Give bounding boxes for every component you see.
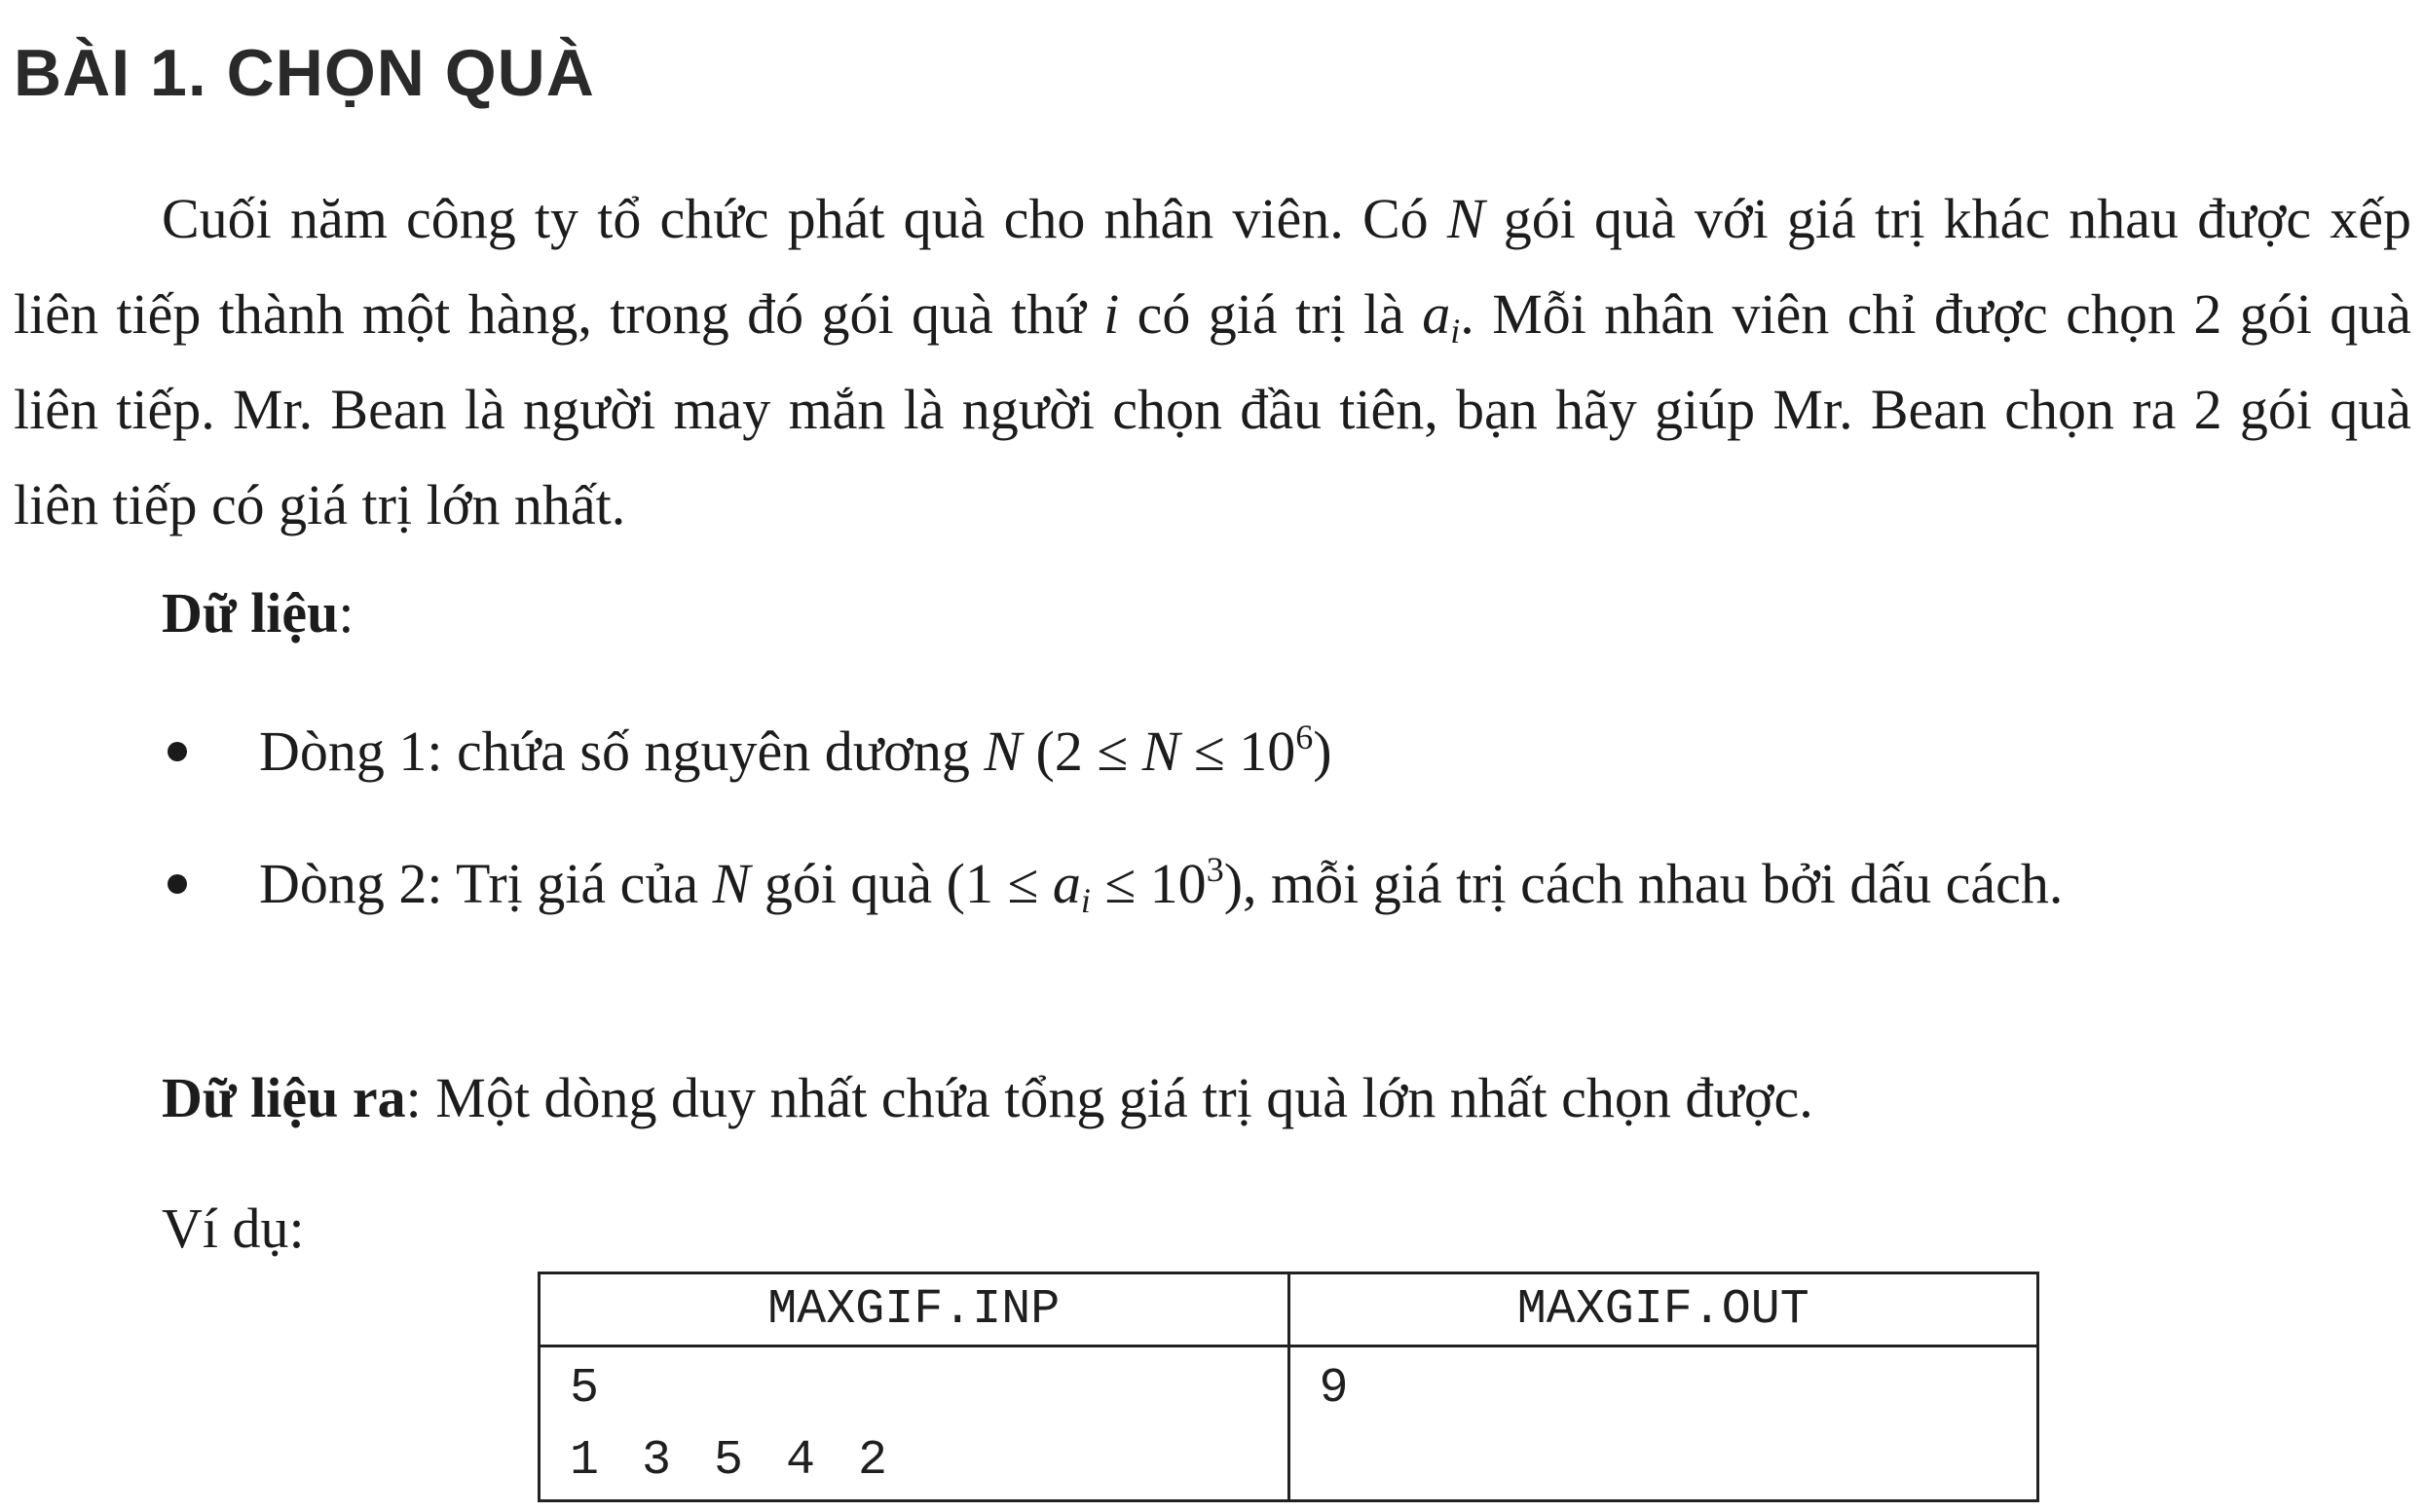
statement-text: gói quà với giá trị khác nhau được xếp liên tiếp thành một hàng, trong đó gói quà thứ	[14, 187, 2411, 346]
output-label: Dữ liệu ra	[162, 1066, 406, 1129]
constraint-text: ≤ 10	[1179, 719, 1296, 783]
bullet-icon	[168, 874, 187, 894]
output-line: 9	[1319, 1361, 1349, 1417]
bullet-text: Dòng 2: Trị giá của	[259, 852, 713, 915]
statement-text: Cuối năm công ty tổ chức phát quà cho nhân viên. Có	[162, 187, 1447, 250]
exponent: 3	[1206, 850, 1224, 889]
input-line: 1 3 5 4 2	[570, 1433, 888, 1489]
var-a: a	[1422, 282, 1451, 346]
bullet-text: Dòng 1: chứa số nguyên dương	[259, 719, 985, 783]
var-a: a	[1052, 852, 1081, 915]
input-cell	[540, 1346, 1289, 1501]
var-n: N	[1141, 719, 1180, 783]
input-heading	[162, 574, 354, 652]
var-a-subscript: i	[1450, 312, 1461, 350]
input-bullet-2	[259, 836, 2413, 932]
var-n: N	[712, 852, 751, 915]
problem-statement	[14, 171, 2411, 553]
exponent: 6	[1295, 718, 1314, 756]
output-file-header: MAXGIF.OUT	[1288, 1273, 2038, 1346]
input-label: Dữ liệu	[162, 581, 339, 645]
table-header-row	[540, 1273, 2038, 1346]
constraint-text: (2 ≤	[1022, 719, 1142, 783]
output-cell	[1288, 1346, 2038, 1501]
input-bullet-1	[259, 704, 2413, 799]
input-line: 5	[570, 1361, 600, 1417]
input-label-colon: :	[338, 581, 354, 645]
input-file-header: MAXGIF.INP	[540, 1273, 1289, 1346]
output-heading	[162, 1059, 1813, 1137]
statement-text: có giá trị là	[1119, 282, 1423, 346]
var-n: N	[1446, 187, 1485, 250]
constraint-text: )	[1313, 719, 1332, 783]
bullet-icon	[168, 742, 187, 761]
problem-title: BÀI 1. CHỌN QUÀ	[14, 36, 595, 110]
statement-text: . Mỗi nhân viên chỉ được chọn 2 gói quà liên tiếp. Mr. Bean là người may mắn là người chọn đầu tiên, bạn hãy giúp Mr. Bean chọn ra 2 gói quà liên tiếp có giá trị lớn nhất.	[14, 282, 2412, 536]
var-n: N	[984, 719, 1023, 783]
var-i: i	[1103, 282, 1120, 346]
table-row	[540, 1346, 2038, 1501]
bullet-text: ), mỗi giá trị cách nhau bởi dấu cách.	[1223, 852, 2064, 915]
constraint-text: ≤ 10	[1090, 852, 1207, 915]
example-table	[538, 1272, 2039, 1502]
bullet-text: gói quà (1 ≤	[750, 852, 1053, 915]
example-heading: Ví dụ:	[162, 1197, 305, 1260]
output-description: : Một dòng duy nhất chứa tổng giá trị quà lớn nhất chọn được.	[405, 1066, 1813, 1129]
var-a-subscript: i	[1080, 881, 1091, 920]
